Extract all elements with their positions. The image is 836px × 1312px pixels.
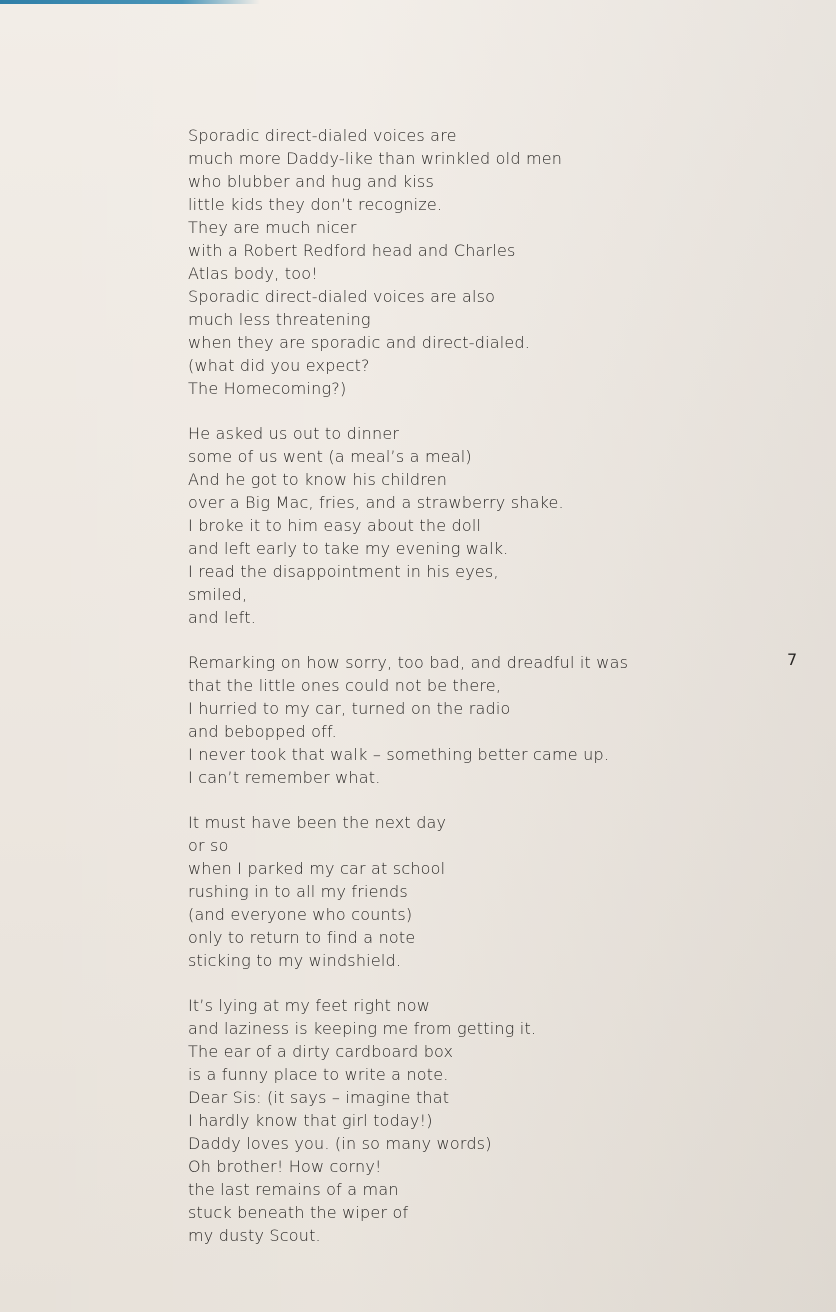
poem-line: only to return to find a note [188,928,416,947]
stanza-3 [188,651,748,789]
poem-line: much less threatening [188,310,371,329]
poem-line: little kids they don’t recognize. [188,195,443,214]
poem-line: And he got to know his children [188,470,448,489]
stanza-1 [188,124,748,400]
poem-line: that the little ones could not be there, [188,676,502,695]
poem-line: rushing in to all my friends [188,882,408,901]
poem-line: Oh brother! How corny! [188,1157,382,1176]
poem-line: and left early to take my evening walk. [188,539,509,558]
poem-line: Sporadic direct-dialed voices are [188,126,457,145]
poem-line: my dusty Scout. [188,1226,321,1245]
poem-body [188,124,748,1247]
poem-line: when I parked my car at school [188,859,446,878]
poem-line: stuck beneath the wiper of [188,1203,409,1222]
poem-line: I hurried to my car, turned on the radio [188,699,511,718]
poem-line: the last remains of a man [188,1180,399,1199]
poem-line: and left. [188,608,256,627]
poem-line: It must have been the next day [188,813,447,832]
stanza-2 [188,422,748,629]
poem-line: some of us went (a meal’s a meal) [188,447,472,466]
poem-line: or so [188,836,229,855]
poem-line: The Homecoming?) [188,379,347,398]
poem-line: They are much nicer [188,218,357,237]
stanza-4 [188,811,748,972]
poem-line: Daddy loves you. (in so many words) [188,1134,492,1153]
poem-line: when they are sporadic and direct-dialed. [188,333,531,352]
poem-line: sticking to my windshield. [188,951,402,970]
poem-line: is a funny place to write a note. [188,1065,449,1084]
poem-line: Sporadic direct-dialed voices are also [188,287,496,306]
poem-line: I broke it to him easy about the doll [188,516,482,535]
page-number: 7 [787,650,798,669]
poem-line: I hardly know that girl today!) [188,1111,433,1130]
poem-line: and laziness is keeping me from getting it. [188,1019,537,1038]
poem-line: Atlas body, too! [188,264,318,283]
poem-line: (and everyone who counts) [188,905,413,924]
poem-line: who blubber and hug and kiss [188,172,434,191]
poem-line: with a Robert Redford head and Charles [188,241,516,260]
poem-line: Dear Sis: (it says – imagine that [188,1088,450,1107]
poem-line: (what did you expect? [188,356,370,375]
poem-line: Remarking on how sorry, too bad, and dreadful it was [188,653,629,672]
poem-line: I never took that walk – something better came up. [188,745,610,764]
poem-line: It’s lying at my feet right now [188,996,431,1015]
page-edge-stripe [0,0,260,4]
poem-line: He asked us out to dinner [188,424,400,443]
stanza-5 [188,994,748,1247]
poem-line: The ear of a dirty cardboard box [188,1042,454,1061]
poem-line: I can’t remember what. [188,768,381,787]
poem-line: smiled, [188,585,248,604]
poem-line: and bebopped off. [188,722,337,741]
poem-line: over a Big Mac, fries, and a strawberry shake. [188,493,564,512]
poem-line: much more Daddy-like than wrinkled old men [188,149,563,168]
poem-line: I read the disappointment in his eyes, [188,562,499,581]
